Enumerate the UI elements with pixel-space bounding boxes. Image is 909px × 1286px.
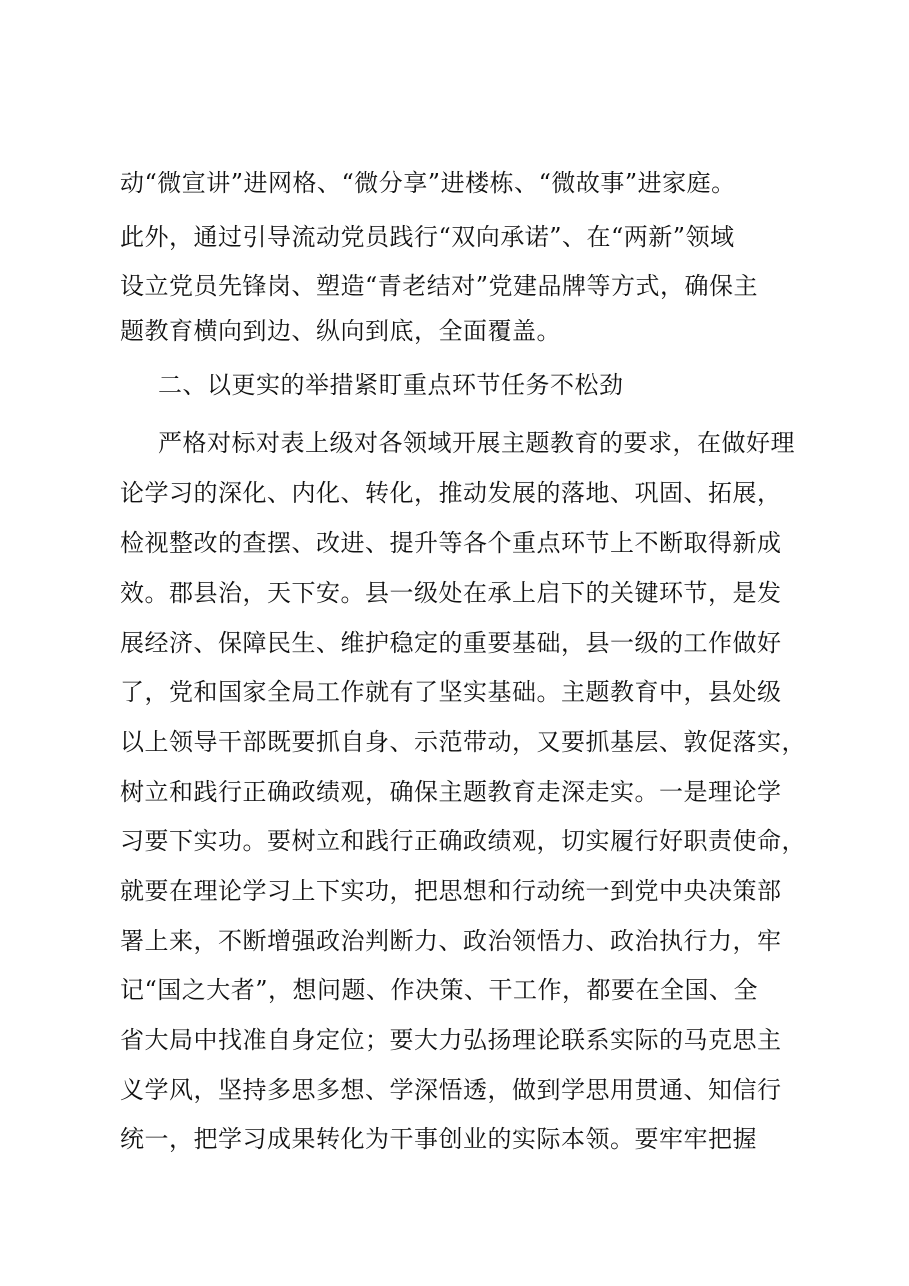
paragraph-line: 树立和践行正确政绩观，确保主题教育走深走实。一是理论学 bbox=[120, 778, 782, 806]
paragraph-line: 展经济、保障民生、维护稳定的重要基础，县一级的工作做好 bbox=[120, 629, 782, 657]
paragraph-line: 统一，把学习成果转化为干事创业的实际本领。要牢牢把握 bbox=[120, 1125, 757, 1153]
paragraph-line: 了，党和国家全局工作就有了坚实基础。主题教育中，县处级 bbox=[120, 678, 782, 706]
paragraph-line: 记“国之大者”，想问题、作决策、干工作，都要在全国、全 bbox=[120, 976, 759, 1004]
paragraph-line: 义学风，坚持多思多想、学深悟透，做到学思用贯通、知信行 bbox=[120, 1076, 782, 1104]
paragraph-line: 省大局中找准自身定位；要大力弘扬理论联系实际的马克思主 bbox=[120, 1026, 782, 1054]
paragraph-line: 设立党员先锋岗、塑造“青老结对”党建品牌等方式，确保主 bbox=[120, 272, 759, 300]
section-heading: 二、以更实的举措紧盯重点环节任务不松劲 bbox=[158, 371, 624, 399]
paragraph-line: 署上来，不断增强政治判断力、政治领悟力、政治执行力，牢 bbox=[120, 927, 782, 955]
paragraph-line: 严格对标对表上级对各领域开展主题教育的要求，在做好理 bbox=[158, 429, 795, 457]
paragraph-line: 此外，通过引导流动党员践行“双向承诺”、在“两新”领域 bbox=[120, 223, 735, 251]
paragraph-line: 检视整改的查摆、改进、提升等各个重点环节上不断取得新成 bbox=[120, 529, 782, 557]
paragraph-line: 论学习的深化、内化、转化，推动发展的落地、巩固、拓展， bbox=[120, 479, 782, 507]
paragraph-line: 题教育横向到边、纵向到底，全面覆盖。 bbox=[120, 317, 561, 345]
paragraph-line: 就要在理论学习上下实功，把思想和行动统一到党中央决策部 bbox=[120, 877, 782, 905]
paragraph-line: 以上领导干部既要抓自身、示范带动，又要抓基层、敦促落实， bbox=[120, 728, 806, 756]
paragraph-line: 效。郡县治，天下安。县一级处在承上启下的关键环节，是发 bbox=[120, 579, 782, 607]
paragraph-line: 习要下实功。要树立和践行正确政绩观，切实履行好职责使命， bbox=[120, 827, 806, 855]
paragraph-line: 动“微宣讲”进网格、“微分享”进楼栋、“微故事”进家庭。 bbox=[120, 169, 736, 197]
